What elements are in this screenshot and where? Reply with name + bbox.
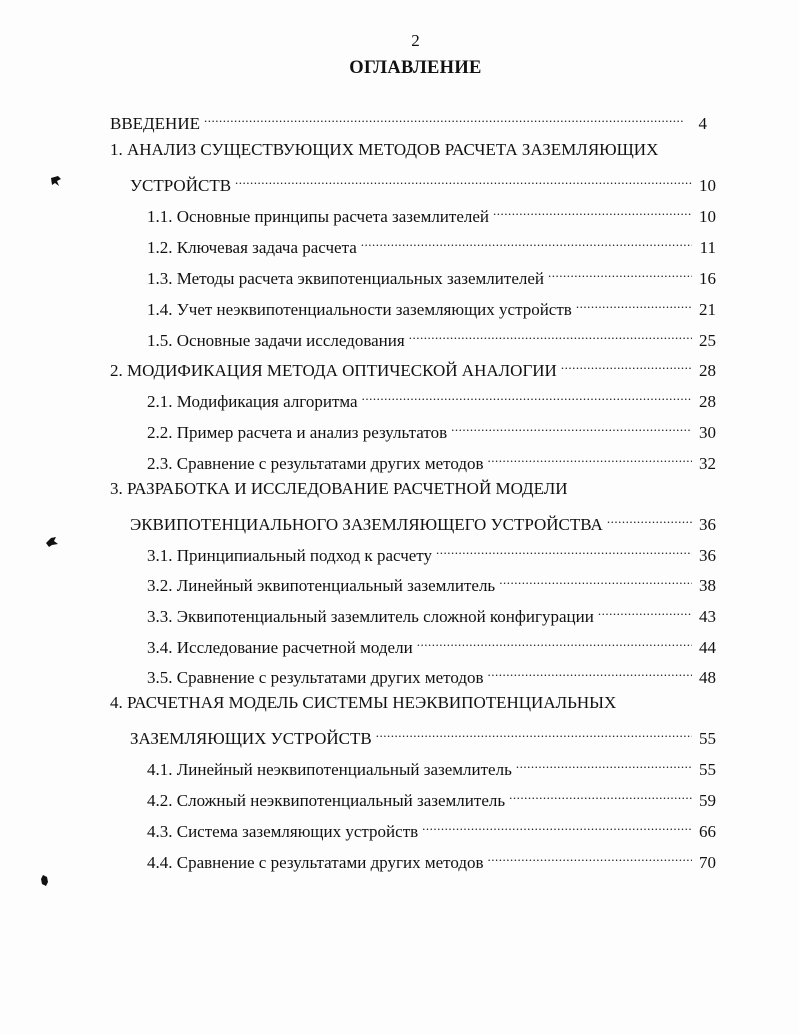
page-title: ОГЛАВЛЕНИЕ bbox=[349, 58, 482, 78]
toc-entry[interactable] bbox=[147, 202, 716, 227]
toc-entry-label: 3.4. Исследование расчетной модели bbox=[147, 638, 413, 657]
toc-entry-page: 55 bbox=[699, 760, 716, 779]
page-number: 2 bbox=[411, 31, 420, 50]
toc-entry-label: 1.3. Методы расчета эквипотенциальных заземлителей bbox=[147, 269, 544, 288]
leader-dots bbox=[422, 817, 692, 837]
toc-entry-page: 21 bbox=[699, 300, 716, 319]
leader-dots bbox=[516, 755, 692, 775]
toc-chapter-1[interactable] bbox=[130, 171, 716, 196]
leader-dots bbox=[451, 418, 692, 438]
toc-entry-label: 4.3. Система заземляющих устройств bbox=[147, 822, 419, 841]
leader-dots bbox=[204, 109, 683, 129]
toc-entry-page: 10 bbox=[699, 207, 716, 226]
leader-dots bbox=[361, 233, 692, 253]
toc-entry-label: 3.3. Эквипотенциальный заземлитель сложной конфигурации bbox=[147, 607, 594, 626]
toc-entry[interactable] bbox=[147, 326, 716, 351]
leader-dots bbox=[417, 633, 692, 653]
toc-entry[interactable] bbox=[147, 663, 716, 688]
scan-speck-icon bbox=[49, 174, 63, 188]
leader-dots bbox=[598, 602, 692, 622]
toc-entry-label: ЗАЗЕМЛЯЮЩИХ УСТРОЙСТВ bbox=[130, 729, 372, 748]
toc-entry-label: ВВЕДЕНИЕ bbox=[110, 114, 200, 133]
toc-entry-page: 70 bbox=[699, 853, 716, 872]
toc-entry-page: 38 bbox=[699, 576, 716, 595]
toc-entry[interactable] bbox=[147, 571, 716, 596]
leader-dots bbox=[376, 724, 692, 744]
toc-entry-label: 1.4. Учет неэквипотенциальности заземляющих устройств bbox=[147, 300, 572, 319]
toc-entry-label: 4.1. Линейный неэквипотенциальный заземлитель bbox=[147, 760, 512, 779]
toc-entry-label: УСТРОЙСТВ bbox=[130, 176, 232, 195]
scan-speck-icon bbox=[45, 536, 59, 548]
toc-entry-label: ЭКВИПОТЕНЦИАЛЬНОГО ЗАЗЕМЛЯЮЩЕГО УСТРОЙСТВА bbox=[130, 515, 603, 534]
toc-entry[interactable] bbox=[147, 848, 716, 873]
toc-entry-page: 30 bbox=[699, 423, 716, 442]
toc-chapter-1-heading[interactable]: 1. АНАЛИЗ СУЩЕСТВУЮЩИХ МЕТОДОВ РАСЧЕТА ЗАЗЕМЛЯЮЩИХ bbox=[110, 140, 659, 159]
toc-entry[interactable] bbox=[147, 264, 716, 289]
leader-dots bbox=[548, 264, 692, 284]
toc-entry[interactable] bbox=[147, 817, 716, 842]
toc-entry-label: 3.5. Сравнение с результатами других методов bbox=[147, 668, 484, 687]
toc-entry-page: 66 bbox=[699, 822, 716, 841]
toc-entry-page: 36 bbox=[699, 546, 716, 565]
toc-entry-page: 44 bbox=[699, 638, 716, 657]
toc-chapter-4[interactable] bbox=[130, 724, 716, 749]
toc-entry-label: 2.3. Сравнение с результатами других методов bbox=[147, 454, 484, 473]
toc-entry[interactable] bbox=[147, 786, 716, 811]
toc-entry-label: 1.2. Ключевая задача расчета bbox=[147, 238, 357, 257]
leader-dots bbox=[362, 387, 692, 407]
toc-entry-page: 32 bbox=[699, 454, 716, 473]
leader-dots bbox=[499, 571, 692, 591]
toc-entry-page: 36 bbox=[699, 515, 716, 534]
toc-entry-page: 43 bbox=[699, 607, 716, 626]
toc-entry-intro[interactable] bbox=[110, 109, 707, 134]
leader-dots bbox=[561, 356, 692, 376]
toc-entry-label: 1.1. Основные принципы расчета заземлителей bbox=[147, 207, 490, 226]
scan-speck-icon bbox=[40, 874, 50, 887]
leader-dots bbox=[488, 848, 692, 868]
toc-entry-page: 28 bbox=[699, 392, 716, 411]
toc-entry-page: 10 bbox=[699, 176, 716, 195]
toc-entry[interactable] bbox=[147, 233, 716, 258]
toc-entry[interactable] bbox=[147, 295, 716, 320]
toc-entry-label: 4.2. Сложный неэквипотенциальный заземлитель bbox=[147, 791, 506, 810]
toc-entry-label: 3.1. Принципиальный подход к расчету bbox=[147, 546, 432, 565]
toc-entry-page: 16 bbox=[699, 269, 716, 288]
toc-entry-page: 11 bbox=[699, 238, 716, 257]
leader-dots bbox=[488, 663, 692, 683]
toc-chapter-2[interactable] bbox=[110, 356, 716, 381]
toc-entry-label: 2.2. Пример расчета и анализ результатов bbox=[147, 423, 448, 442]
toc-entry[interactable] bbox=[147, 449, 716, 474]
toc-entry[interactable] bbox=[147, 387, 716, 412]
toc-entry-label: 2.1. Модификация алгоритма bbox=[147, 392, 358, 411]
toc-entry-page: 48 bbox=[699, 668, 716, 687]
toc-entry-label: 3.2. Линейный эквипотенциальный заземлитель bbox=[147, 576, 496, 595]
toc-entry[interactable] bbox=[147, 602, 716, 627]
toc-entry-page: 55 bbox=[699, 729, 716, 748]
toc-entry-label: 2. МОДИФИКАЦИЯ МЕТОДА ОПТИЧЕСКОЙ АНАЛОГИИ bbox=[110, 361, 557, 380]
toc-entry-page: 4 bbox=[698, 114, 707, 133]
toc-entry-page: 25 bbox=[699, 331, 716, 350]
leader-dots bbox=[607, 510, 692, 530]
leader-dots bbox=[436, 541, 692, 561]
leader-dots bbox=[493, 202, 692, 222]
leader-dots bbox=[576, 295, 692, 315]
toc-entry-page: 28 bbox=[699, 361, 716, 380]
toc-entry-page: 59 bbox=[699, 791, 716, 810]
toc-entry[interactable] bbox=[147, 633, 716, 658]
leader-dots bbox=[488, 449, 692, 469]
toc-chapter-3[interactable] bbox=[130, 510, 716, 535]
toc-chapter-3-heading[interactable]: 3. РАЗРАБОТКА И ИССЛЕДОВАНИЕ РАСЧЕТНОЙ МОДЕЛИ bbox=[110, 479, 568, 498]
leader-dots bbox=[235, 171, 692, 191]
toc-entry-label: 1.5. Основные задачи исследования bbox=[147, 331, 405, 350]
toc-entry[interactable] bbox=[147, 755, 716, 780]
leader-dots bbox=[509, 786, 692, 806]
toc-entry[interactable] bbox=[147, 418, 716, 443]
toc-chapter-4-heading[interactable]: 4. РАСЧЕТНАЯ МОДЕЛЬ СИСТЕМЫ НЕЭКВИПОТЕНЦИАЛЬНЫХ bbox=[110, 693, 617, 712]
toc-entry-label: 4.4. Сравнение с результатами других методов bbox=[147, 853, 484, 872]
leader-dots bbox=[409, 326, 692, 346]
toc-entry[interactable] bbox=[147, 541, 716, 566]
